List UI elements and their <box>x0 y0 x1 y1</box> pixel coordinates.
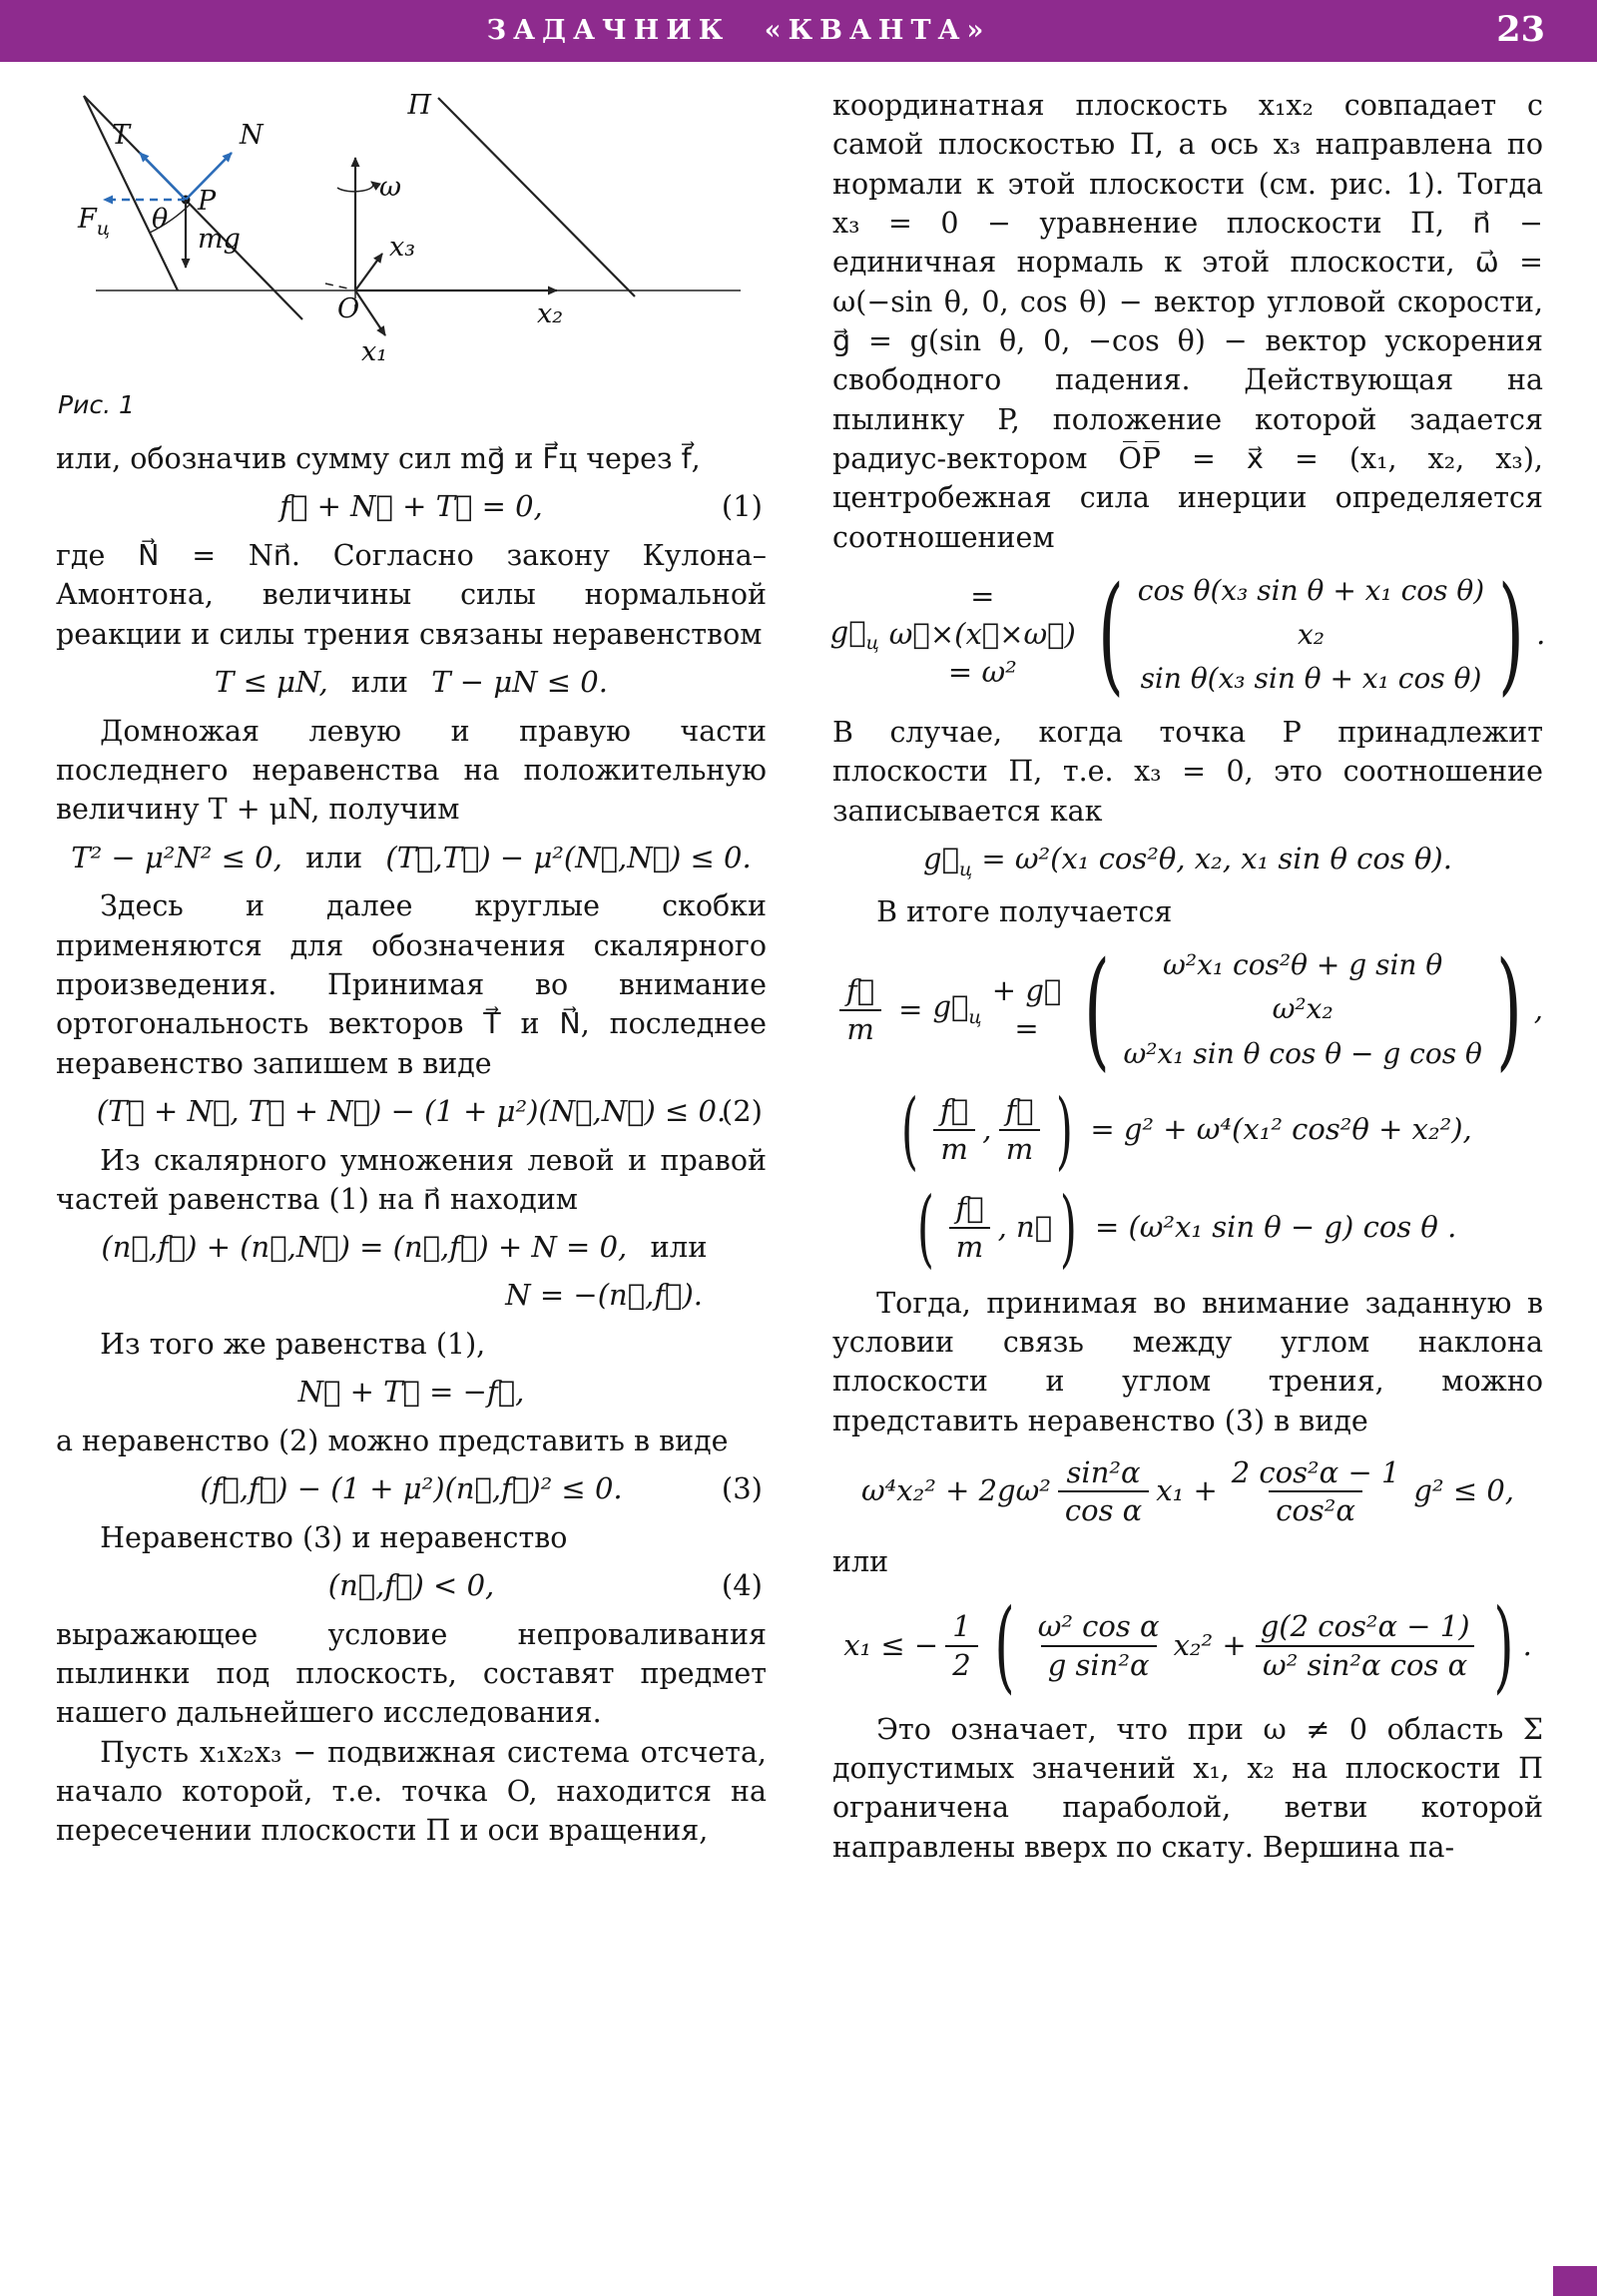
eq-part: T − μN ≤ 0. <box>431 664 608 699</box>
gc-lhs <box>932 988 981 1030</box>
equation-NT: N⃗ + T⃗ = −f⃗, <box>297 1374 525 1409</box>
right-paren-icon: ) <box>1498 559 1525 709</box>
theta-label: θ <box>152 204 169 235</box>
equation-friction-inequality <box>56 664 767 702</box>
sin-cos-fraction <box>1058 1454 1149 1529</box>
equation-4-body: (n⃗,f⃗) < 0, <box>327 1567 495 1602</box>
equation-2-body: (T⃗ + N⃗, T⃗ + N⃗) − (1 + μ²)(N⃗,N⃗) ≤ 0. <box>96 1093 727 1128</box>
eq-part: T ≤ μN, <box>215 664 328 699</box>
equation-2 <box>56 1093 767 1131</box>
eq-tail: . <box>1536 617 1546 652</box>
f-over-m-fraction <box>933 1092 975 1167</box>
paragraph-v-itoge: В итоге получается <box>876 895 1173 929</box>
eq-rhs: = (ω²x₁ sin θ − g) cos θ . <box>1094 1209 1457 1244</box>
paragraph-neravenstvo3: Неравенство (3) и неравенство <box>100 1520 568 1554</box>
left-paren-icon: ( <box>994 1586 1015 1704</box>
eq-part: x₁ ≤ − <box>843 1627 939 1662</box>
fraction-numerator: f⃗ <box>846 973 875 1008</box>
one-half-fraction <box>945 1608 977 1683</box>
Fc-label <box>77 204 110 240</box>
fraction-denominator: m <box>949 1227 991 1265</box>
equation-centrifugal-vector <box>829 559 1546 709</box>
paragraph-ili: или <box>832 1545 889 1579</box>
paragraph-iz-togo: Из того же равенства (1), <box>100 1327 486 1361</box>
eq-part: g² ≤ 0, <box>1413 1473 1515 1508</box>
equation-1-body: f⃗ + N⃗ + T⃗ = 0, <box>279 489 543 524</box>
paragraph-intro: или, обозначив сумму сил mg⃗ и F⃗ц через f⃗, <box>56 441 701 475</box>
omega-cos-fraction <box>1031 1608 1167 1683</box>
equation-gc-on-plane <box>832 841 1543 882</box>
fraction-denominator: 2 <box>945 1645 977 1683</box>
x1-axis-hidden <box>325 284 352 289</box>
paragraph-pust: Пусть x₁x₂x₃ − подвижная система отсчета, начало которой, т.е. точка O, находится на пересечении плоскости П и оси вращения, <box>56 1735 767 1848</box>
fraction-numerator: f⃗ <box>940 1093 969 1128</box>
origin-O-label: O <box>337 293 360 324</box>
equation-N-value: N = −(n⃗,f⃗). <box>505 1277 703 1312</box>
fraction-numerator: f⃗ <box>955 1191 984 1226</box>
paragraph-v-sluchae: В случае, когда точка P принадлежит плоскости П, т.е. x₃ = 0, это соотношение записывается как <box>832 715 1543 828</box>
left-paren-icon: ( <box>1097 559 1124 709</box>
gc-lhs <box>830 614 879 656</box>
P-label: P <box>198 186 217 217</box>
gc-symbol: g⃗ <box>923 841 960 875</box>
page-number: 23 <box>1496 9 1545 50</box>
eq-tail: , <box>1533 991 1543 1026</box>
Fc-subscript: ц <box>96 218 110 240</box>
equation-inequality-alpha <box>832 1454 1543 1529</box>
g-cos-fraction <box>1254 1608 1477 1683</box>
fraction-numerator: 2 cos²α − 1 <box>1231 1454 1400 1489</box>
mg-label: mg <box>198 224 241 255</box>
fraction-numerator: g(2 cos²α − 1) <box>1260 1609 1470 1644</box>
N-label: N <box>240 120 264 151</box>
eq-part: ω⁴x₂² + 2gω² <box>860 1473 1051 1508</box>
fraction-denominator: cos α <box>1058 1490 1149 1528</box>
equation-4-number: (4) <box>721 1567 763 1602</box>
equation-1 <box>56 488 767 526</box>
plane-Pi-line <box>438 98 635 296</box>
fraction-denominator: m <box>999 1129 1041 1167</box>
figure-caption: Рис. 1 <box>58 390 135 420</box>
Fc-letter: F <box>78 204 97 235</box>
eq-part: , n⃗ <box>997 1209 1053 1244</box>
eq-part: (T⃗,T⃗) − μ²(N⃗,N⃗) ≤ 0. <box>385 840 752 874</box>
paragraph-a-neravenstvo: а неравенство (2) можно представить в виде <box>56 1424 729 1457</box>
x1-label: x₁ <box>361 336 388 367</box>
left-paren-icon: ( <box>901 1080 919 1179</box>
vector-rows <box>1138 575 1484 696</box>
eq-or-word: или <box>305 840 363 874</box>
equation-3-number: (3) <box>721 1470 763 1505</box>
x3-axis-arrow <box>355 254 382 290</box>
left-paren-icon: ( <box>916 1178 934 1277</box>
vector-row: cos θ(x₃ sin θ + x₁ cos θ) <box>1137 573 1485 607</box>
f-over-m-fraction <box>839 972 881 1047</box>
cos-fraction <box>1225 1454 1407 1529</box>
right-column <box>829 86 1546 1867</box>
vector-row: ω²x₁ sin θ cos θ − g cos θ <box>1123 1036 1482 1070</box>
fraction-denominator: ω² sin²α cos α <box>1256 1645 1474 1683</box>
equation-3 <box>56 1470 767 1508</box>
equation-4 <box>56 1567 767 1605</box>
gc-subscript: ц <box>865 632 879 654</box>
right-paren-icon: ) <box>1495 934 1522 1084</box>
equation-3-body: (f⃗,f⃗) − (1 + μ²)(n⃗,f⃗)² ≤ 0. <box>200 1470 623 1505</box>
paragraph-zdes: Здесь и далее круглые скобки применяются для обозначения скалярного произведения. Принимая во внимание ортогональность векторов T⃗ и N⃗, последнее неравенство запишем в виде <box>56 889 767 1080</box>
gc-symbol: g⃗ <box>932 989 969 1024</box>
eq-rhs: = g² + ω⁴(x₁² cos²θ + x₂²), <box>1090 1111 1472 1146</box>
left-column <box>56 86 767 1867</box>
fraction-denominator: cos²α <box>1269 1490 1362 1528</box>
comma: , <box>982 1111 992 1146</box>
header-band <box>0 0 1597 62</box>
equation-2-number: (2) <box>721 1093 763 1128</box>
equation-ff-scalar <box>832 1080 1543 1179</box>
section-title: ЗАДАЧНИК «КВАНТА» <box>486 15 991 46</box>
paragraph-gde: где N⃗ = Nn⃗. Согласно закону Кулона–Амонтона, величины силы нормальной реакции и силы трения связаны неравенством <box>56 538 767 651</box>
eq-or-word: или <box>650 1230 708 1265</box>
paragraph-eto-oznachaet: Это означает, что при ω ≠ 0 область Σ допустимых значений x₁, x₂ на плоскости П ограничена параболой, ветви которой направлены вверх по скату. Вершина па- <box>832 1712 1543 1864</box>
page-content <box>56 86 1546 1867</box>
omega-label: ω <box>379 172 402 203</box>
eq-part: x₂² + <box>1173 1627 1247 1662</box>
eq-part: T² − μ²N² ≤ 0, <box>71 840 282 874</box>
equation-force-vector <box>832 934 1543 1084</box>
fraction-numerator: sin²α <box>1066 1454 1141 1489</box>
fraction-denominator: g sin²α <box>1041 1645 1157 1683</box>
left-paren-icon: ( <box>1083 934 1110 1084</box>
x2-label: x₂ <box>537 298 564 329</box>
x1-axis-arrow <box>355 290 385 335</box>
paragraph-iz-skalyarnogo: Из скалярного умножения левой и правой частей равенства (1) на n⃗ находим <box>56 1143 767 1216</box>
fraction-denominator: m <box>839 1009 881 1047</box>
fraction-numerator: 1 <box>952 1609 971 1644</box>
eq-tail: . <box>1522 1627 1532 1662</box>
fraction-denominator: m <box>933 1129 975 1167</box>
equation-fn-scalar <box>832 1178 1543 1277</box>
gc-subscript: ц <box>968 1007 982 1029</box>
figure-1-diagram <box>56 86 765 370</box>
vector-rows <box>1123 949 1481 1070</box>
gc-symbol: g⃗ <box>829 614 866 649</box>
equation-x1-bound <box>832 1586 1543 1704</box>
x3-label: x₃ <box>389 232 416 263</box>
paragraph-domnozhaya: Домножая левую и правую части последнего неравенства на положительную величину T + μN, получим <box>56 714 767 827</box>
vector-row: ω²x₂ <box>1272 992 1333 1026</box>
vector-T-arrow <box>140 153 186 200</box>
gc-subscript: ц <box>959 859 973 880</box>
right-paren-icon: ) <box>1060 1178 1078 1277</box>
gc-middle: = ω⃗×(x⃗×ω⃗) = ω² <box>888 579 1076 689</box>
right-paren-icon: ) <box>1492 1586 1514 1704</box>
f-over-m-fraction <box>948 1190 990 1265</box>
corner-mark <box>1553 2266 1597 2296</box>
figure-block <box>56 86 767 423</box>
vector-row: sin θ(x₃ sin θ + x₁ cos θ) <box>1140 662 1482 696</box>
plane-Pi-label: П <box>407 90 431 121</box>
equals-sign: = <box>898 991 923 1026</box>
T-label: T <box>112 120 131 151</box>
paragraph-koordinatnaya: координатная плоскость x₁x₂ совпадает с самой плоскостью П, а ось x₃ направлена по нормали к этой плоскости (см. рис. 1). Тогда x₃ = 0 − уравнение плоскости П, n⃗ − единичная нормаль к этой плоскости, ω⃗ = ω(−sin θ, 0, cos θ) − вектор угловой скорости, g⃗ = g(sin θ, 0, −cos θ) − вектор ускорения свободного падения. Действующая на пылинку P, положение которой задается радиус-вектором O̅P̅ = x⃗ = (x₁, x₂, x₃), центробежная сила инерции определяется соотношением <box>832 89 1543 554</box>
equation-squared-inequality <box>56 840 767 877</box>
right-paren-icon: ) <box>1055 1080 1073 1179</box>
vector-row: x₂ <box>1297 617 1325 651</box>
eq-part: + g⃗ = <box>991 972 1062 1045</box>
equation-1-number: (1) <box>721 489 763 524</box>
eq-part: (n⃗,f⃗) + (n⃗,N⃗) = (n⃗,f⃗) + N = 0, <box>101 1230 628 1265</box>
vector-row: ω²x₁ cos²θ + g sin θ <box>1163 948 1443 982</box>
eq-part: = ω²(x₁ cos²θ, x₂, x₁ sin θ cos θ). <box>981 841 1452 875</box>
incline-back-edge <box>84 96 178 290</box>
fraction-numerator: f⃗ <box>1005 1093 1034 1128</box>
equation-scalar-product <box>56 1229 767 1267</box>
fraction-numerator: ω² cos α <box>1037 1609 1160 1644</box>
eq-part: x₁ + <box>1156 1473 1218 1508</box>
paragraph-vyrazhayushchee: выражающее условие непроваливания пылинки под плоскость, составят предмет нашего дальнейшего исследования. <box>56 1617 767 1730</box>
eq-or-word: или <box>350 664 409 699</box>
f-over-m-fraction <box>998 1092 1040 1167</box>
paragraph-togda: Тогда, принимая во внимание заданную в условии связь между углом наклона плоскости и углом трения, можно представить неравенство (3) в виде <box>832 1286 1543 1437</box>
